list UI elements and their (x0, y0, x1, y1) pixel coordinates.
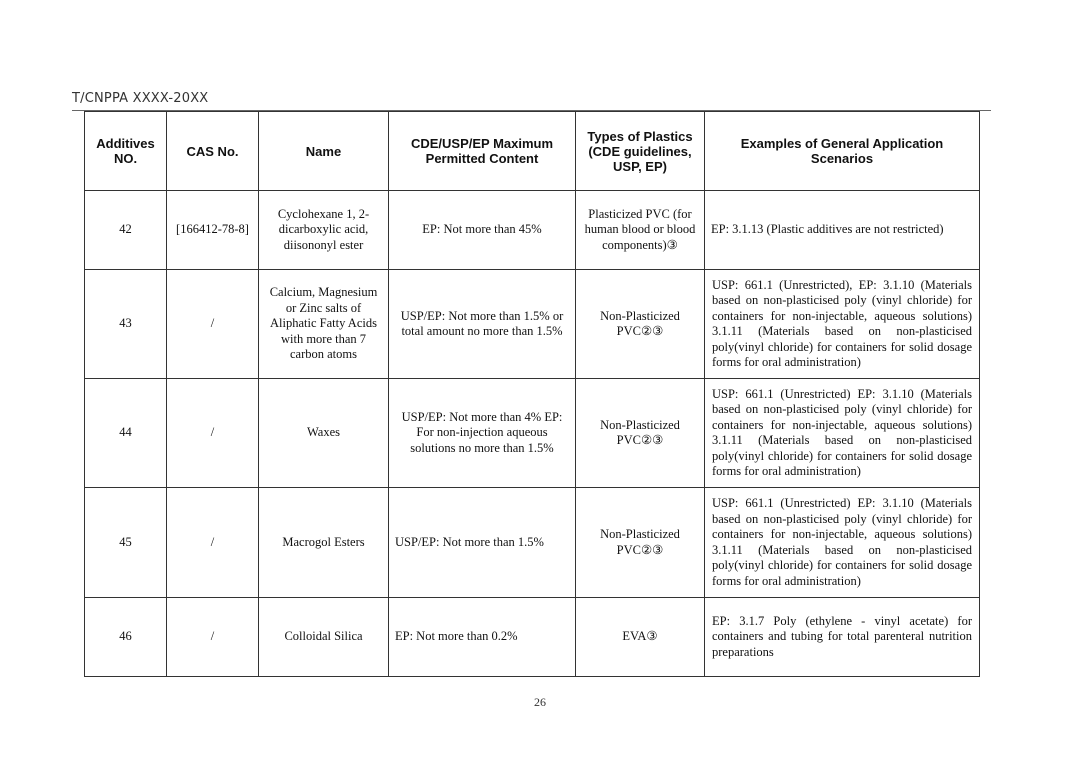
additives-table (84, 111, 980, 677)
cell-plastic-type: EVA③ (576, 598, 705, 677)
table-row (85, 379, 980, 488)
column-header-additives-no: Additives NO. (85, 112, 167, 191)
cell-additive-no: 46 (85, 598, 167, 677)
column-header-max-content: CDE/USP/EP Maximum Permitted Content (389, 112, 576, 191)
cell-name: Waxes (259, 379, 389, 488)
column-header-cas-no: CAS No. (167, 112, 259, 191)
cell-additive-no: 45 (85, 488, 167, 598)
additives-table-container (84, 111, 979, 676)
cell-additive-no: 43 (85, 270, 167, 379)
cell-cas-no: / (167, 270, 259, 379)
cell-cas-no: / (167, 488, 259, 598)
cell-additive-no: 42 (85, 191, 167, 270)
cell-plastic-type: Plasticized PVC (for human blood or blood components)③ (576, 191, 705, 270)
column-header-application-scenarios: Examples of General Application Scenarios (705, 112, 980, 191)
table-row (85, 270, 980, 379)
cell-name: Calcium, Magnesium or Zinc salts of Aliphatic Fatty Acids with more than 7 carbon atoms (259, 270, 389, 379)
table-row (85, 488, 980, 598)
page-number: 26 (534, 695, 546, 709)
cell-name: Colloidal Silica (259, 598, 389, 677)
cell-name: Macrogol Esters (259, 488, 389, 598)
table-row (85, 598, 980, 677)
cell-scenarios: EP: 3.1.13 (Plastic additives are not restricted) (705, 191, 980, 270)
cell-cas-no: / (167, 598, 259, 677)
cell-scenarios: USP: 661.1 (Unrestricted) EP: 3.1.10 (Materials based on non-plasticised poly (vinyl chloride) for containers for non-injectable, aqueous solutions) 3.1.11 (Materials based on non-plasticised poly(vinyl chloride) for containers for solid dosage forms for oral administration) (705, 379, 980, 488)
cell-max-content: USP/EP: Not more than 1.5% (389, 488, 576, 598)
cell-additive-no: 44 (85, 379, 167, 488)
cell-max-content: USP/EP: Not more than 4% EP: For non-injection aqueous solutions no more than 1.5% (389, 379, 576, 488)
cell-plastic-type: Non-Plasticized PVC②③ (576, 379, 705, 488)
cell-plastic-type: Non-Plasticized PVC②③ (576, 488, 705, 598)
table-row (85, 191, 980, 270)
cell-plastic-type: Non-Plasticized PVC②③ (576, 270, 705, 379)
cell-max-content: USP/EP: Not more than 1.5% or total amount no more than 1.5% (389, 270, 576, 379)
cell-scenarios: USP: 661.1 (Unrestricted) EP: 3.1.10 (Materials based on non-plasticised poly (vinyl chloride) for containers for non-injectable, aqueous solutions) 3.1.11 (Materials based on non-plasticised poly(vinyl chloride) for containers for solid dosage forms for oral administration) (705, 488, 980, 598)
column-header-plastic-types: Types of Plastics (CDE guidelines, USP, EP) (576, 112, 705, 191)
column-header-name: Name (259, 112, 389, 191)
cell-max-content: EP: Not more than 45% (389, 191, 576, 270)
cell-cas-no: / (167, 379, 259, 488)
table-header-row (85, 112, 980, 191)
document-code-header: T/CNPPA XXXX-20XX (72, 91, 209, 106)
cell-name: Cyclohexane 1, 2-dicarboxylic acid, diisononyl ester (259, 191, 389, 270)
cell-scenarios: EP: 3.1.7 Poly (ethylene - vinyl acetate) for containers and tubing for total parenteral nutrition preparations (705, 598, 980, 677)
cell-max-content: EP: Not more than 0.2% (389, 598, 576, 677)
cell-cas-no: [166412-78-8] (167, 191, 259, 270)
cell-scenarios: USP: 661.1 (Unrestricted), EP: 3.1.10 (Materials based on non-plasticised poly (vinyl chloride) for containers for non-injectable, aqueous solutions) 3.1.11 (Materials based on non-plasticised poly(vinyl chloride) for containers for solid dosage forms for oral administration) (705, 270, 980, 379)
